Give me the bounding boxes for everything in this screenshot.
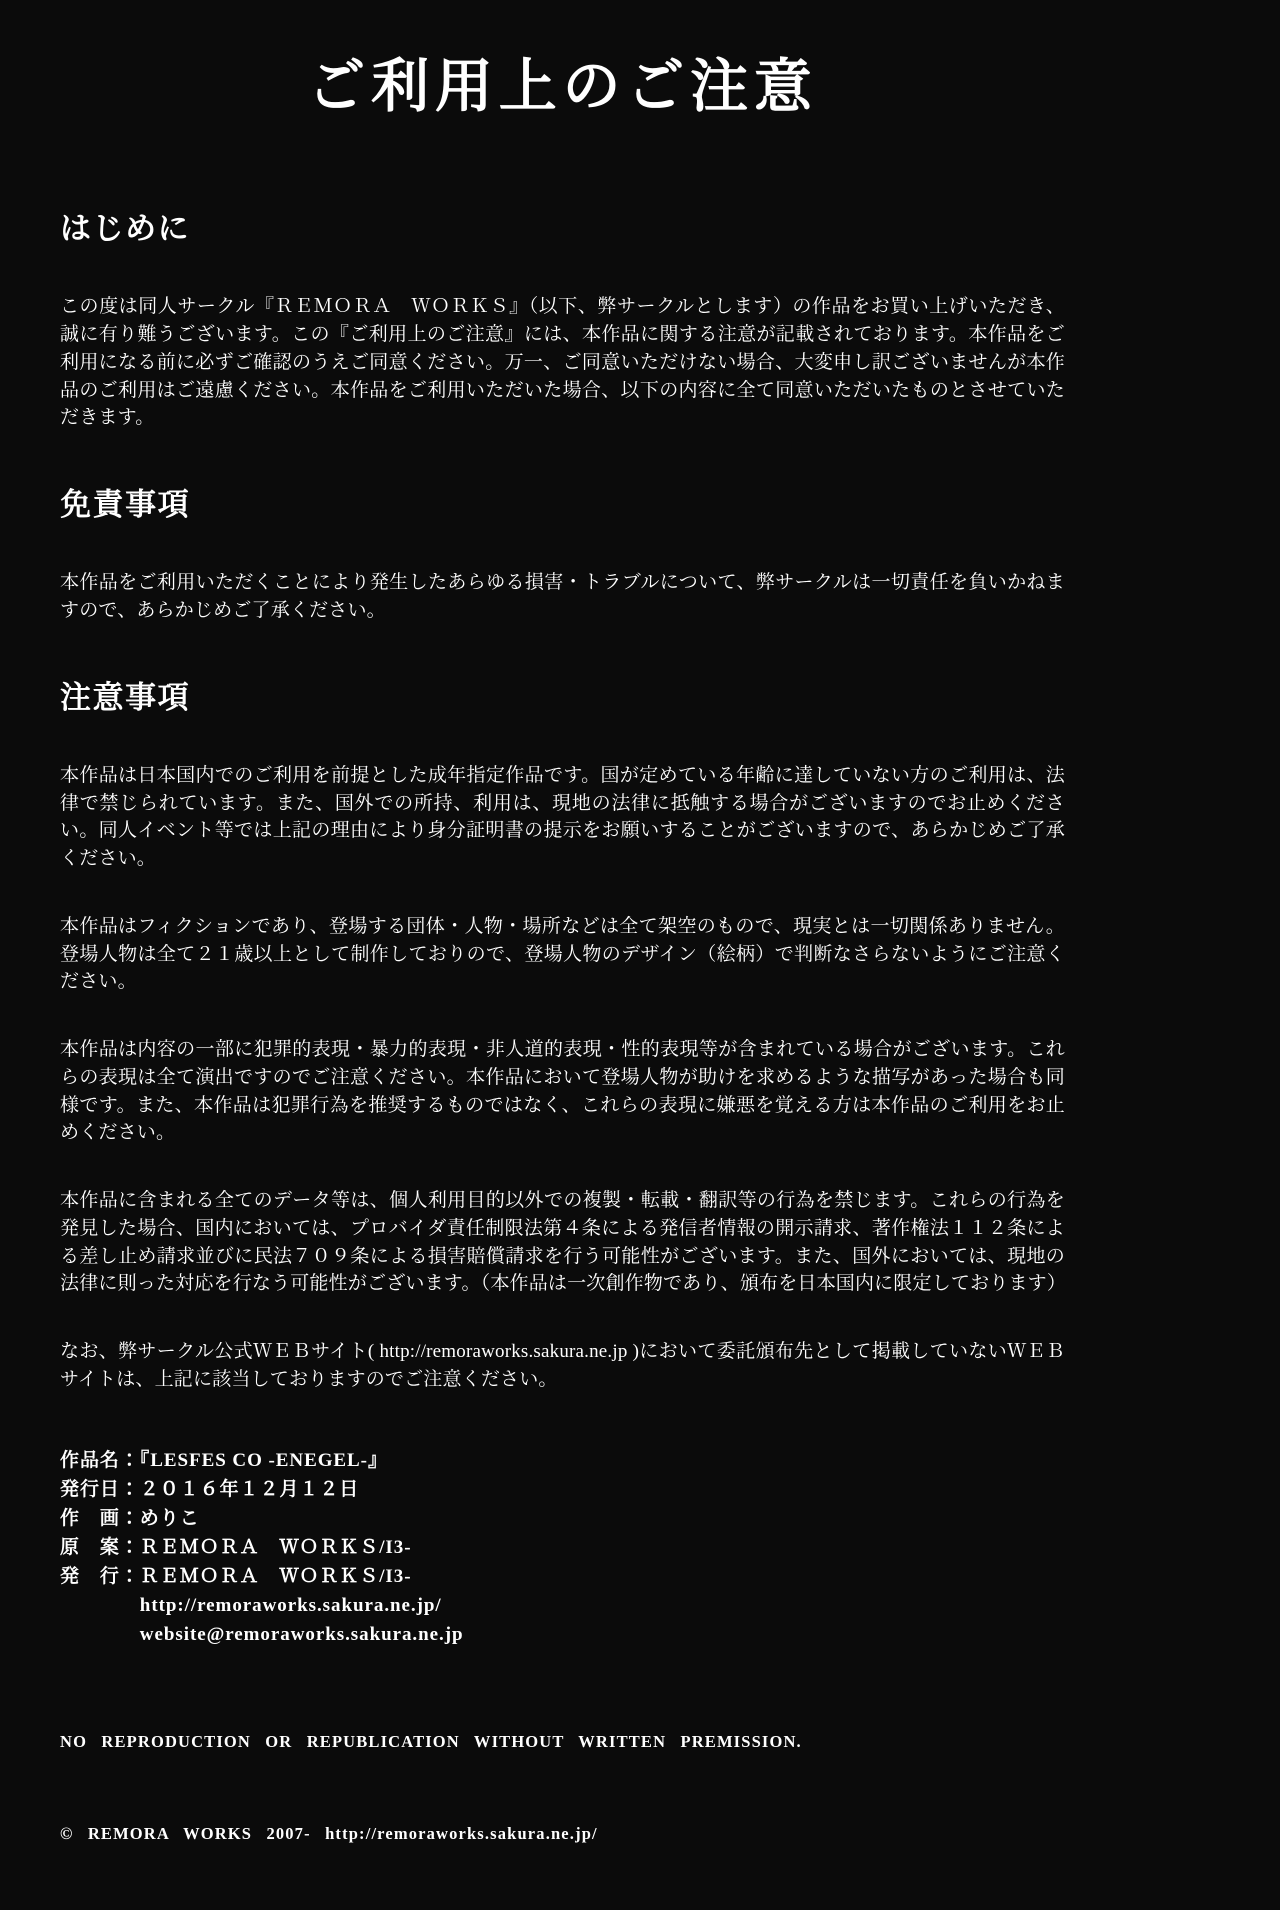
colophon bbox=[60, 1447, 1065, 1649]
copyright-footer bbox=[60, 1666, 802, 1910]
cautions-paragraph-expressions: 本作品は内容の一部に犯罪的表現・暴力的表現・非人道的表現・性的表現等が含まれている場合がございます。これらの表現は全て演出ですのでご注意ください。本作品において登場人物が助けを求めるような描写があった場合も同様です。また、本作品は犯罪行為を推奨するものではなく、これらの表現に嫌悪を覚える方は本作品のご利用をお止めください。 bbox=[60, 1039, 1065, 1144]
section-intro-heading: はじめに bbox=[60, 211, 191, 247]
cautions-paragraph-fiction: 本作品はフィクションであり、登場する団体・人物・場所などは全て架空のもので、現実とは一切関係ありません。登場人物は全て２１歳以上として制作しておりので、登場人物のデザイン（絵柄）で判断なさらないようにご注意ください。 bbox=[60, 915, 1065, 993]
section-disclaimer-heading: 免責事項 bbox=[60, 487, 191, 523]
section-cautions-heading: 注意事項 bbox=[60, 679, 191, 715]
intro-paragraph: この度は同人サークル『ＲＥＭＯＲＡ ＷＯＲＫＳ』（以下、弊サークルとします）の作品をお買い上げいただき、誠に有り難うございます。この『ご利用上のご注意』には、本作品に関する注意が記載されております。本作品をご利用になる前に必ずご確認のうえご同意ください。万一、ご同意いただけない場合、大変申し訳ございませんが本作品のご利用はご遠慮ください。本作品をご利用いただいた場合、以下の内容に全て同意いただいたものとさせていただきます。 bbox=[60, 296, 1065, 429]
footer-no-reproduction-line: NO REPRODUCTION OR REPUBLICATION WITHOUT WRITTEN PREMISSION. bbox=[60, 1732, 802, 1752]
cautions-paragraph-website: なお、弊サークル公式ＷＥＢサイト( http://remoraworks.sakura.ne.jp )において委託頒布先として掲載していないＷＥＢサイトは、上記に該当しておりますのでご注意ください。 bbox=[60, 1341, 1065, 1390]
section-disclaimer bbox=[60, 486, 1065, 625]
section-intro bbox=[60, 210, 1065, 432]
cautions-paragraph-copyright: 本作品に含まれる全てのデータ等は、個人利用目的以外での複製・転載・翻訳等の行為を禁じます。これらの行為を発見した場合、国内においては、プロバイダ責任制限法第４条による発信者情報の開示請求、著作権法１１２条による差し止め請求並びに民法７０９条による損害賠償請求を行う可能性がございます。また、国外においては、現地の法律に則った対応を行なう可能性がございます。（本作品は一次創作物であり、頒布を日本国内に限定しております） bbox=[60, 1190, 1067, 1295]
colophon-artist: 作 画：めりこ bbox=[60, 1508, 200, 1530]
footer-copyright-line: © REMORA WORKS 2007- http://remoraworks.sakura.ne.jp/ bbox=[60, 1823, 598, 1843]
section-cautions bbox=[60, 679, 1065, 1394]
colophon-work-title: 作品名：『LESFES CO -ENEGEL-』 bbox=[60, 1450, 388, 1472]
colophon-contact-email: website@remoraworks.sakura.ne.jp bbox=[60, 1623, 464, 1645]
disclaimer-paragraph: 本作品をご利用いただくことにより発生したあらゆる損害・トラブルについて、弊サークルは一切責任を負いかねますので、あらかじめご了承ください。 bbox=[60, 572, 1065, 622]
colophon-website-url: http://remoraworks.sakura.ne.jp/ bbox=[60, 1594, 442, 1616]
cautions-paragraph-age-rating: 本作品は日本国内でのご利用を前提とした成年指定作品です。国が定めている年齢に達していない方のご利用は、法律で禁じられています。また、国外での所持、利用は、現地の法律に抵触する場合がございますのでお止めください。同人イベント等では上記の理由により身分証明書の提示をお願いすることがございますので、あらかじめご了承ください。 bbox=[60, 765, 1065, 870]
page-title: ご利用上のご注意 bbox=[307, 54, 818, 119]
colophon-publisher: 発 行：ＲＥＭＯＲＡ ＷＯＲＫＳ/I3- bbox=[60, 1565, 412, 1587]
colophon-original-plan: 原 案：ＲＥＭＯＲＡ ＷＯＲＫＳ/I3- bbox=[60, 1537, 412, 1559]
colophon-publish-date: 発行日：２０１６年１２月１２日 bbox=[60, 1479, 360, 1501]
